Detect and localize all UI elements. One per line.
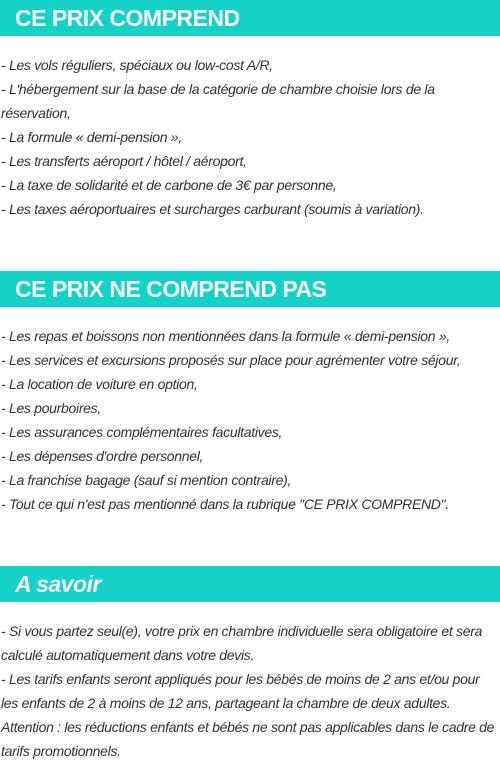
list-item: - L'hébergement sur la base de la catégorie de chambre choisie lors de la réservation, [1,81,435,121]
list-item: - Si vous partez seul(e), votre prix en chambre individuelle sera obligatoire et sera calculé automatiquement dans votre devis. [1,623,483,663]
section-title-comprend: CE PRIX COMPREND [0,0,500,36]
list-item: - Les vols réguliers, spéciaux ou low-cost A/R, [1,57,273,73]
list-item: - Les pourboires, [1,400,101,416]
list-a-savoir [0,619,500,763]
list-item: - La franchise bagage (sauf si mention contraire), [1,472,292,488]
list-item: - Les transferts aéroport / hôtel / aéroport, [1,153,247,169]
list-item: - Les dépenses d'ordre personnel, [1,448,204,464]
list-item: - La taxe de solidarité et de carbone de 3€ par personne, [1,177,337,193]
list-item: - Les assurances complémentaires facultatives, [1,424,283,440]
section-a-savoir [0,566,500,763]
list-item: - Les services et excursions proposés sur place pour agrémenter votre séjour, [1,352,461,368]
list-item: - La formule « demi-pension », [1,129,182,145]
list-item: - Les tarifs enfants seront appliqués pour les bébés de moins de 2 ans et/ou pour les enfants de 2 à moins de 12 ans, partageant la chambre de deux adultes. [1,671,480,711]
list-ne-comprend-pas [0,324,500,516]
section-title-a-savoir: A savoir [0,566,500,602]
list-item: - Les repas et boissons non mentionnées dans la formule « demi-pension », [1,328,450,344]
section-comprend [0,0,500,221]
list-comprend [0,53,500,221]
section-title-ne-comprend-pas: CE PRIX NE COMPREND PAS [0,271,500,307]
list-item: - La location de voiture en option, [1,376,198,392]
list-item: Attention : les réductions enfants et bébés ne sont pas applicables dans le cadre de tarifs promotionnels. [1,719,495,759]
list-item: - Les taxes aéroportuaires et surcharges carburant (soumis à variation). [1,201,424,217]
section-ne-comprend-pas [0,271,500,516]
list-item: - Tout ce qui n'est pas mentionné dans la rubrique "CE PRIX COMPREND". [1,496,449,512]
